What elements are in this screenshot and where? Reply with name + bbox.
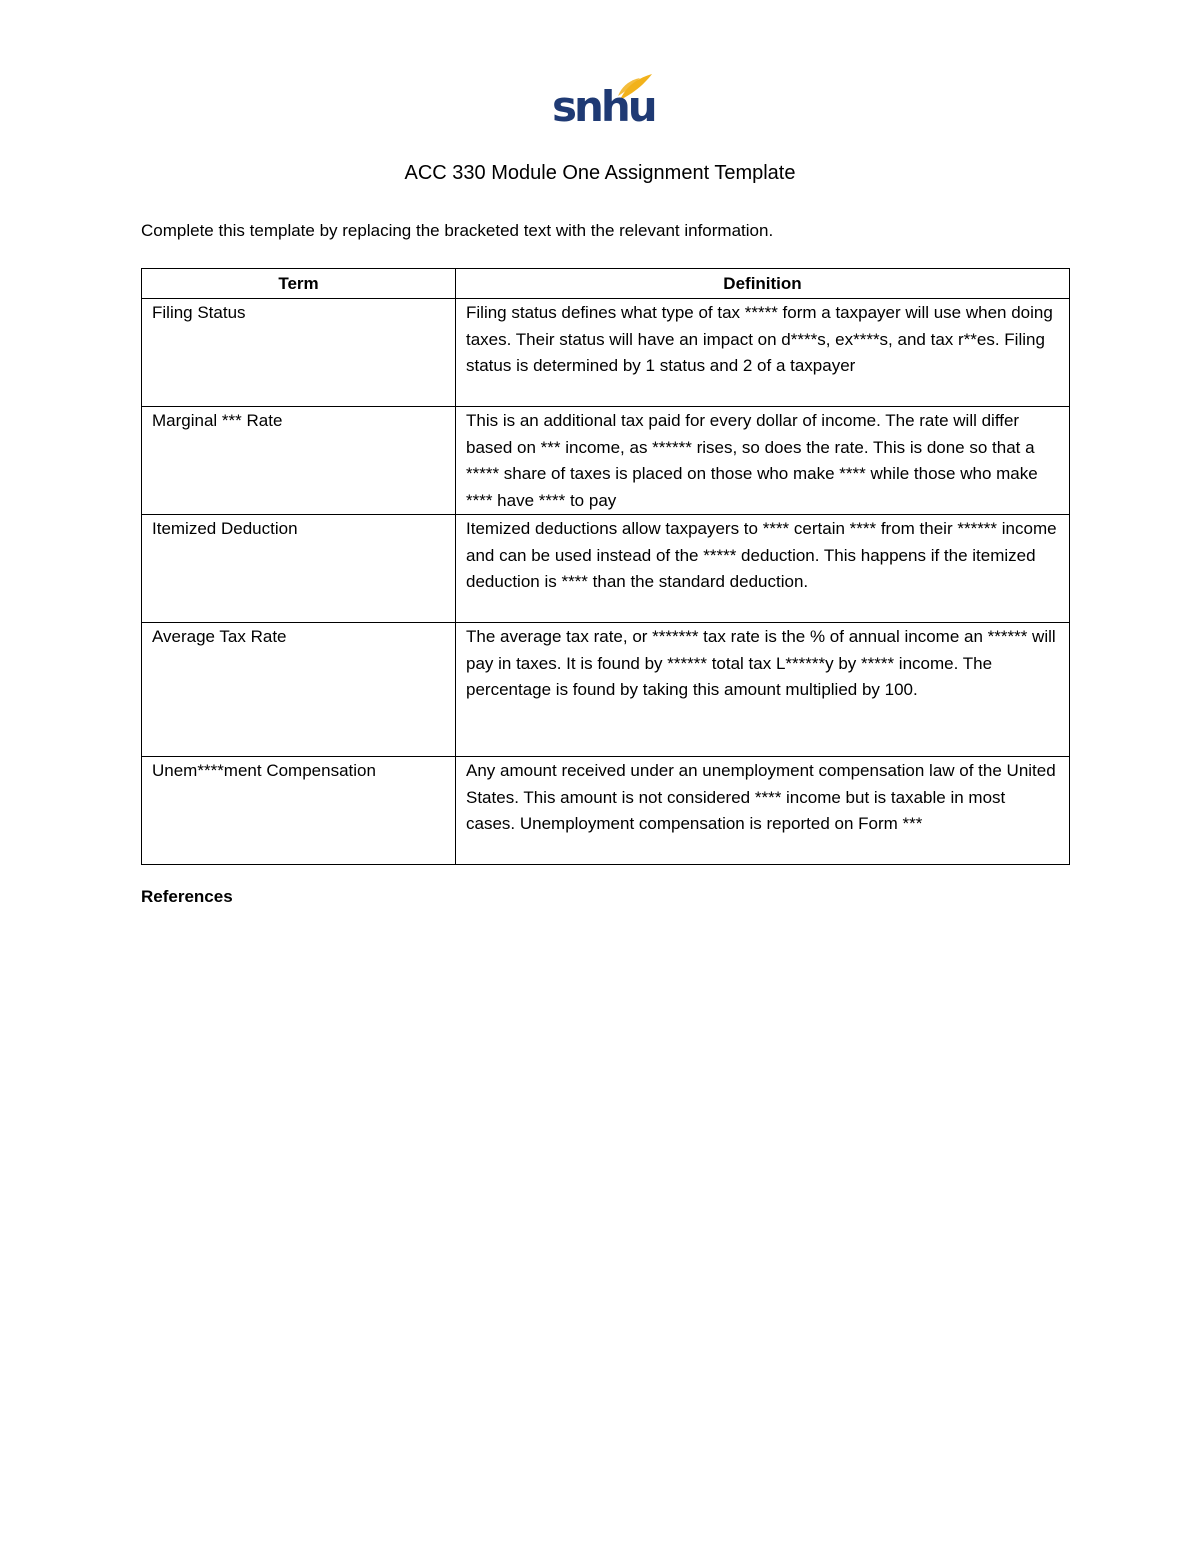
snhu-logo [552, 72, 655, 134]
term-cell: Marginal *** Rate [142, 407, 456, 515]
table-row [142, 299, 1070, 407]
definition-cell: This is an additional tax paid for every dollar of income. The rate will differ based on *** income, as ****** rises, so does the rate. This is done so that a ***** share of taxes is placed on those who make **** while those who make **** have **** to pay [456, 407, 1070, 515]
document-title: ACC 330 Module One Assignment Template [404, 162, 796, 184]
definition-cell: Itemized deductions allow taxpayers to **** certain **** from their ****** income and can be used instead of the ***** deduction. This happens if the itemized deduction is **** than the standard deduction. [456, 515, 1070, 623]
table-row [142, 515, 1070, 623]
term-cell: Itemized Deduction [142, 515, 456, 623]
terms-table [141, 268, 1070, 865]
definition-cell: Filing status defines what type of tax ***** form a taxpayer will use when doing taxes. Their status will have an impact on d****s, ex****s, and tax r**es. Filing status is determined by 1 status and 2 of a taxpayer [456, 299, 1070, 407]
definition-cell: The average tax rate, or ******* tax rate is the % of annual income an ****** will pay in taxes. It is found by ****** total tax L******y by ***** income. The percentage is found by taking this amount multiplied by 100. [456, 623, 1070, 757]
references-heading: References [141, 887, 233, 906]
table-row [142, 623, 1070, 757]
table-row [142, 757, 1070, 865]
table-row [142, 407, 1070, 515]
term-cell: Average Tax Rate [142, 623, 456, 757]
instructions-text: Complete this template by replacing the bracketed text with the relevant information. [141, 221, 774, 240]
term-cell: Filing Status [142, 299, 456, 407]
column-header-definition: Definition [456, 269, 1070, 299]
logo-wordmark: snhu [552, 82, 655, 131]
table-header-row [142, 269, 1070, 299]
definition-cell: Any amount received under an unemployment compensation law of the United States. This amount is not considered **** income but is taxable in most cases. Unemployment compensation is reported on Form *** [456, 757, 1070, 865]
column-header-term: Term [142, 269, 456, 299]
term-cell: Unem****ment Compensation [142, 757, 456, 865]
